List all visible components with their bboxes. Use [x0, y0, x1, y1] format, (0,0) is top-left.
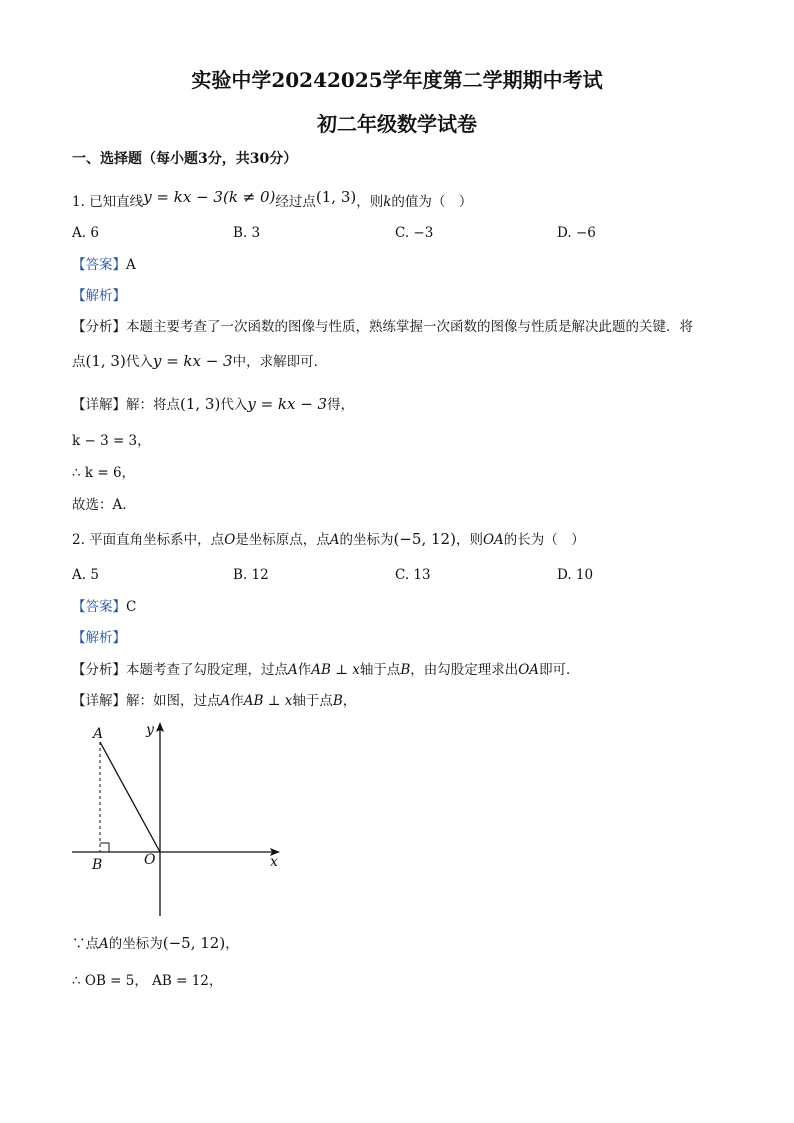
exam-subtitle: 初二年级数学试卷 [317, 112, 477, 136]
option-c: C. 13 [395, 567, 431, 583]
stem-text: 的值为（ ） [391, 194, 473, 210]
label-b: B [92, 857, 103, 873]
question-number: 1. [72, 194, 85, 210]
detail-text: 解：如图，过点 [126, 693, 221, 709]
fenxi-text: 点 [72, 354, 86, 370]
segment-oa [100, 742, 160, 852]
right-angle-marker [100, 843, 109, 852]
detail-label: 【详解】 [72, 397, 126, 413]
exam-title: 实验中学20242025学年度第二学期期中考试 [191, 68, 603, 92]
question-2-stem [72, 530, 585, 549]
fenxi-label: 【分析】 [72, 319, 126, 335]
point-a: A [329, 532, 340, 548]
analysis-label [72, 287, 126, 305]
detail-text: 轴于点 [292, 693, 333, 709]
answer-line [72, 256, 136, 274]
point-coordinate: (−5, 12) [393, 530, 456, 548]
because-text: ， [225, 936, 239, 952]
stem-text: 已知直线 [89, 194, 144, 210]
point-coordinate: (−5, 12) [162, 934, 226, 952]
analysis-label [72, 629, 126, 647]
answer-label: 【答案】 [72, 257, 126, 273]
detail-text: 作 [230, 693, 244, 709]
point-coordinate: (1, 3) [180, 395, 221, 413]
point-coordinate: (1, 3) [315, 188, 357, 206]
line-equation: y = kx − 3 [152, 352, 233, 370]
because-text: ∵点 [72, 936, 99, 952]
line-equation: y = kx − 3 [247, 395, 328, 413]
detail-text: ， [342, 693, 357, 709]
stem-text: ，则 [356, 194, 384, 210]
question-number: 2. [72, 532, 85, 548]
stem-text: ，则 [455, 532, 483, 548]
answer-line [72, 598, 136, 616]
variable-k: k [383, 194, 392, 210]
detail-line [72, 395, 354, 414]
perpendicular-expression: AB ⊥ x [311, 662, 360, 678]
option-a: A. 6 [72, 225, 99, 241]
answer-label: 【答案】 [72, 599, 126, 615]
label-x: x [270, 854, 278, 870]
point-b: B [332, 693, 343, 709]
option-d: D. 10 [557, 567, 594, 583]
because-line [72, 934, 239, 953]
line-equation: y = kx − 3(k ≠ 0) [143, 188, 276, 206]
detail-text: 代入 [220, 397, 248, 413]
question-1-stem [72, 188, 473, 211]
point-coordinate: (1, 3) [85, 352, 126, 370]
detail-label: 【详解】 [72, 693, 126, 709]
fenxi-text: 即可． [539, 662, 580, 678]
analysis-label-text: 【解析】 [72, 630, 126, 646]
option-b: B. 12 [233, 567, 269, 583]
stem-text: 经过点 [275, 194, 316, 210]
perpendicular-expression: AB ⊥ x [243, 693, 293, 709]
option-d: D. −6 [557, 225, 596, 241]
point-a: A [99, 936, 109, 952]
stem-text: 平面直角坐标系中，点 [89, 532, 225, 548]
fenxi-text: 轴于点 [359, 662, 401, 678]
label-o: O [144, 852, 156, 868]
option-c: C. −3 [395, 225, 434, 241]
fenxi-label: 【分析】 [72, 662, 126, 678]
point-b: B [400, 662, 411, 678]
therefore-line: ∴ OB = 5， AB = 12， [72, 973, 223, 989]
option-b: B. 3 [233, 225, 261, 241]
step-1: k − 3 = 3， [72, 433, 151, 449]
fenxi-text: 作 [297, 662, 312, 678]
section-heading: 一、选择题（每小题3分，共30分） [72, 151, 298, 167]
label-y: y [146, 722, 154, 738]
stem-text: 的长为（ ） [503, 532, 585, 548]
fenxi-line-2 [72, 352, 327, 371]
point-o: O [224, 532, 236, 548]
fenxi-text: 本题考查了勾股定理，过点 [126, 662, 288, 678]
stem-text: 的坐标为 [339, 532, 394, 548]
point-a: A [288, 662, 298, 678]
conclusion: 故选：A. [72, 497, 127, 513]
fenxi-text: ，由勾股定理求出 [410, 662, 519, 678]
analysis-label-text: 【解析】 [72, 288, 126, 304]
detail-text: 解：将点 [126, 397, 180, 413]
coordinate-figure [60, 716, 300, 926]
fenxi-text: 本题主要考查了一次函数的图像与性质，熟练掌握一次函数的图像与性质是解决此题的关键．将 [126, 319, 693, 335]
fenxi-text: 中，求解即可． [232, 354, 328, 370]
segment-oa: OA [518, 662, 540, 678]
point-a: A [220, 693, 231, 709]
segment-oa: OA [482, 532, 504, 548]
answer-value: C [126, 599, 137, 615]
option-a: A. 5 [72, 567, 99, 583]
step-2: ∴ k = 6， [72, 465, 136, 481]
stem-text: 是坐标原点，点 [235, 532, 330, 548]
answer-value: A [126, 257, 136, 273]
detail-text: 得， [327, 397, 355, 413]
detail-line [72, 692, 356, 710]
because-text: 的坐标为 [108, 936, 163, 952]
fenxi-text: 代入 [125, 354, 153, 370]
fenxi-line [72, 661, 580, 679]
label-a: A [93, 726, 104, 742]
fenxi-line-1 [72, 318, 693, 336]
